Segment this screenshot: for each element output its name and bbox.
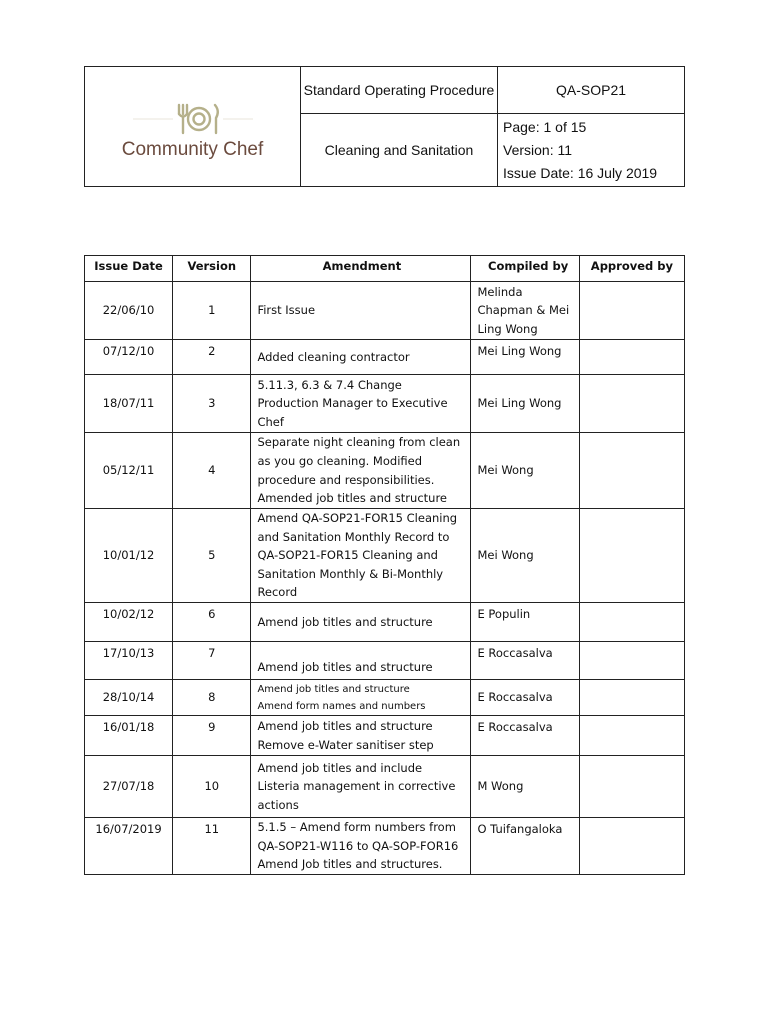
cell-version: 6 bbox=[173, 603, 251, 642]
logo-wordmark: Community Chef bbox=[121, 138, 264, 160]
cell-compiled-by: Mei Ling Wong bbox=[471, 375, 579, 433]
cell-version: 10 bbox=[173, 756, 251, 818]
table-row bbox=[85, 603, 685, 642]
cell-compiled-by: E Roccasalva bbox=[471, 680, 579, 716]
cell-version: 11 bbox=[173, 818, 251, 875]
table-row bbox=[85, 509, 685, 603]
cell-version: 9 bbox=[173, 716, 251, 756]
cell-amendment: First Issue bbox=[251, 282, 471, 340]
cell-version: 3 bbox=[173, 375, 251, 433]
issue-date: Issue Date: 16 July 2019 bbox=[503, 164, 658, 181]
logo-cell bbox=[85, 67, 301, 187]
table-row bbox=[85, 433, 685, 509]
document-header-table bbox=[84, 66, 685, 187]
document-type: Standard Operating Procedure bbox=[301, 67, 498, 114]
table-row bbox=[85, 375, 685, 433]
cell-compiled-by: E Roccasalva bbox=[471, 642, 579, 680]
cell-compiled-by: Melinda Chapman & Mei Ling Wong bbox=[471, 282, 579, 340]
cell-compiled-by: E Populin bbox=[471, 603, 579, 642]
table-row bbox=[85, 680, 685, 716]
cell-amendment bbox=[251, 680, 471, 716]
cell-compiled-by: Mei Wong bbox=[471, 509, 579, 603]
cell-version: 8 bbox=[173, 680, 251, 716]
table-row bbox=[85, 756, 685, 818]
cell-version: 2 bbox=[173, 340, 251, 375]
cell-issue-date: 16/07/2019 bbox=[85, 818, 173, 875]
column-header-approved-by: Approved by bbox=[579, 256, 684, 282]
cell-approved-by bbox=[579, 818, 684, 875]
version-number: Version: 11 bbox=[503, 141, 573, 158]
column-header-compiled-by: Compiled by bbox=[471, 256, 579, 282]
cell-approved-by bbox=[579, 375, 684, 433]
cell-version: 4 bbox=[173, 433, 251, 509]
document-meta bbox=[498, 114, 685, 187]
table-row bbox=[85, 818, 685, 875]
column-header-version: Version bbox=[173, 256, 251, 282]
table-row bbox=[85, 282, 685, 340]
cell-issue-date: 28/10/14 bbox=[85, 680, 173, 716]
column-header-amendment: Amendment bbox=[251, 256, 471, 282]
amendment-line: Amend job titles and structure bbox=[257, 683, 410, 695]
cell-amendment: Separate night cleaning from clean as you go cleaning. Modified procedure and responsibilities. Amended job titles and structure bbox=[251, 433, 471, 509]
column-header-issue-date: Issue Date bbox=[85, 256, 173, 282]
cell-approved-by bbox=[579, 680, 684, 716]
table-row bbox=[85, 716, 685, 756]
community-chef-logo bbox=[85, 101, 300, 161]
cell-version: 7 bbox=[173, 642, 251, 680]
cell-compiled-by: E Roccasalva bbox=[471, 716, 579, 756]
cell-approved-by bbox=[579, 642, 684, 680]
cell-amendment: Amend job titles and structure bbox=[251, 642, 471, 680]
table-row bbox=[85, 642, 685, 680]
cell-approved-by bbox=[579, 509, 684, 603]
document-code: QA-SOP21 bbox=[498, 67, 685, 114]
cell-issue-date: 10/02/12 bbox=[85, 603, 173, 642]
amendment-line: Amend form names and numbers bbox=[257, 700, 426, 712]
cell-issue-date: 05/12/11 bbox=[85, 433, 173, 509]
cell-version: 1 bbox=[173, 282, 251, 340]
cell-approved-by bbox=[579, 340, 684, 375]
cell-issue-date: 17/10/13 bbox=[85, 642, 173, 680]
cell-version: 5 bbox=[173, 509, 251, 603]
cell-amendment: Added cleaning contractor bbox=[251, 340, 471, 375]
cell-approved-by bbox=[579, 756, 684, 818]
cell-amendment: 5.1.5 – Amend form numbers from QA-SOP21-W116 to QA-SOP-FOR16 Amend Job titles and structures. bbox=[251, 818, 471, 875]
cell-approved-by bbox=[579, 716, 684, 756]
cell-compiled-by: O Tuifangaloka bbox=[471, 818, 579, 875]
cell-issue-date: 16/01/18 bbox=[85, 716, 173, 756]
cell-amendment: Amend job titles and structure bbox=[251, 603, 471, 642]
cutlery-plate-icon bbox=[133, 101, 253, 135]
cell-amendment: 5.11.3, 6.3 & 7.4 Change Production Manager to Executive Chef bbox=[251, 375, 471, 433]
table-header-row bbox=[85, 256, 685, 282]
cell-issue-date: 27/07/18 bbox=[85, 756, 173, 818]
amendment-line: Amend job titles and structure bbox=[257, 718, 433, 733]
cell-issue-date: 07/12/10 bbox=[85, 340, 173, 375]
cell-approved-by bbox=[579, 433, 684, 509]
amendment-line: Remove e-Water sanitiser step bbox=[257, 737, 434, 752]
cell-approved-by bbox=[579, 282, 684, 340]
cell-compiled-by: Mei Wong bbox=[471, 433, 579, 509]
cell-approved-by bbox=[579, 603, 684, 642]
cell-amendment: Amend QA-SOP21-FOR15 Cleaning and Sanitation Monthly Record to QA-SOP21-FOR15 Cleaning and Sanitation Monthly & Bi-Monthly Record bbox=[251, 509, 471, 603]
document-subject: Cleaning and Sanitation bbox=[301, 114, 498, 187]
page-number: Page: 1 of 15 bbox=[503, 118, 587, 135]
amendment-history-table bbox=[84, 255, 685, 875]
cell-issue-date: 18/07/11 bbox=[85, 375, 173, 433]
cell-amendment bbox=[251, 716, 471, 756]
cell-issue-date: 10/01/12 bbox=[85, 509, 173, 603]
cell-compiled-by: M Wong bbox=[471, 756, 579, 818]
cell-amendment: Amend job titles and include Listeria management in corrective actions bbox=[251, 756, 471, 818]
table-row bbox=[85, 340, 685, 375]
cell-issue-date: 22/06/10 bbox=[85, 282, 173, 340]
cell-compiled-by: Mei Ling Wong bbox=[471, 340, 579, 375]
